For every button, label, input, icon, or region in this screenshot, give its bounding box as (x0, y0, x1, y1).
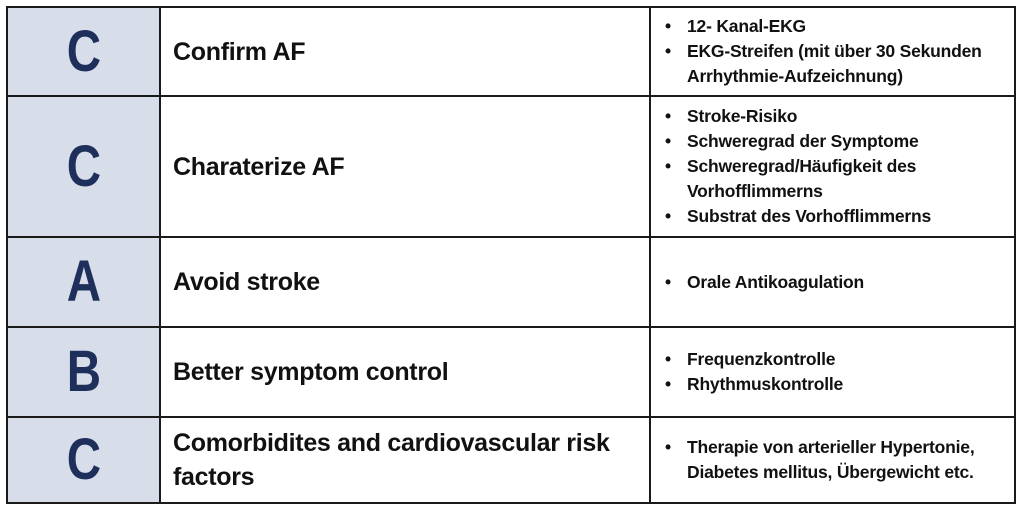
list-item (661, 39, 997, 89)
list-item (661, 204, 957, 229)
row-title: Charaterize AF (173, 152, 345, 181)
row-letter: B (66, 339, 101, 404)
list-item (661, 347, 843, 372)
bullet-text: Stroke-Risiko (687, 106, 798, 126)
list-item (661, 435, 997, 485)
title-cell (161, 238, 651, 326)
bullet-icon: • (665, 206, 671, 226)
table-row (8, 8, 1014, 97)
list-item (661, 372, 843, 397)
row-title: Better symptom control (173, 358, 449, 386)
bullet-icon: • (665, 16, 671, 36)
list-item (661, 104, 957, 129)
title-cell (161, 8, 651, 95)
letter-cell (8, 418, 161, 502)
row-letter: C (66, 133, 101, 199)
bullet-list (661, 104, 957, 229)
list-item (661, 14, 997, 39)
list-item (661, 270, 864, 295)
bullet-list (661, 270, 864, 295)
bullet-icon: • (665, 106, 671, 126)
bullet-text: Schweregrad/Häufigkeit des Vorhofflimmerns (687, 156, 917, 201)
bullet-text: Frequenzkontrolle (687, 349, 836, 369)
bullet-icon: • (665, 437, 671, 457)
table-row (8, 328, 1014, 418)
row-title: Avoid stroke (173, 268, 320, 296)
bullet-text: Rhythmuskontrolle (687, 374, 844, 394)
letter-cell (8, 97, 161, 236)
bullets-cell (651, 418, 1014, 502)
bullet-icon: • (665, 131, 671, 151)
letter-cell (8, 8, 161, 95)
row-letter: C (66, 427, 101, 492)
bullets-cell (651, 328, 1014, 416)
list-item (661, 154, 957, 204)
bullet-icon: • (665, 156, 671, 176)
bullet-icon: • (665, 41, 671, 61)
bullet-list (661, 435, 997, 485)
row-letter: C (66, 18, 101, 84)
bullet-icon: • (665, 374, 671, 394)
bullet-text: 12- Kanal-EKG (687, 16, 806, 36)
bullet-text: Schweregrad der Symptome (687, 131, 919, 151)
table-row (8, 418, 1014, 502)
letter-cell (8, 238, 161, 326)
bullet-icon: • (665, 349, 671, 369)
title-cell (161, 418, 651, 502)
letter-cell (8, 328, 161, 416)
table-row (8, 238, 1014, 328)
title-cell (161, 328, 651, 416)
bullet-text: Orale Antikoagulation (687, 271, 864, 292)
bullet-list (661, 14, 997, 89)
bullets-cell (651, 238, 1014, 326)
row-letter: A (66, 249, 101, 314)
bullet-text: EKG-Streifen (mit über 30 Sekunden Arrhythmie-Aufzeichnung) (687, 41, 982, 86)
cc-abc-table (6, 6, 1016, 504)
row-title: Comorbidites and cardiovascular risk factors (173, 429, 610, 491)
bullet-text: Therapie von arterieller Hypertonie, Diabetes mellitus, Übergewicht etc. (687, 437, 975, 482)
bullets-cell (651, 8, 1014, 95)
row-title: Confirm AF (173, 37, 306, 66)
bullet-icon: • (665, 271, 671, 292)
title-cell (161, 97, 651, 236)
bullet-text: Substrat des Vorhofflimmerns (687, 206, 931, 226)
bullets-cell (651, 97, 1014, 236)
list-item (661, 129, 957, 154)
bullet-list (661, 347, 843, 397)
table-row (8, 97, 1014, 238)
